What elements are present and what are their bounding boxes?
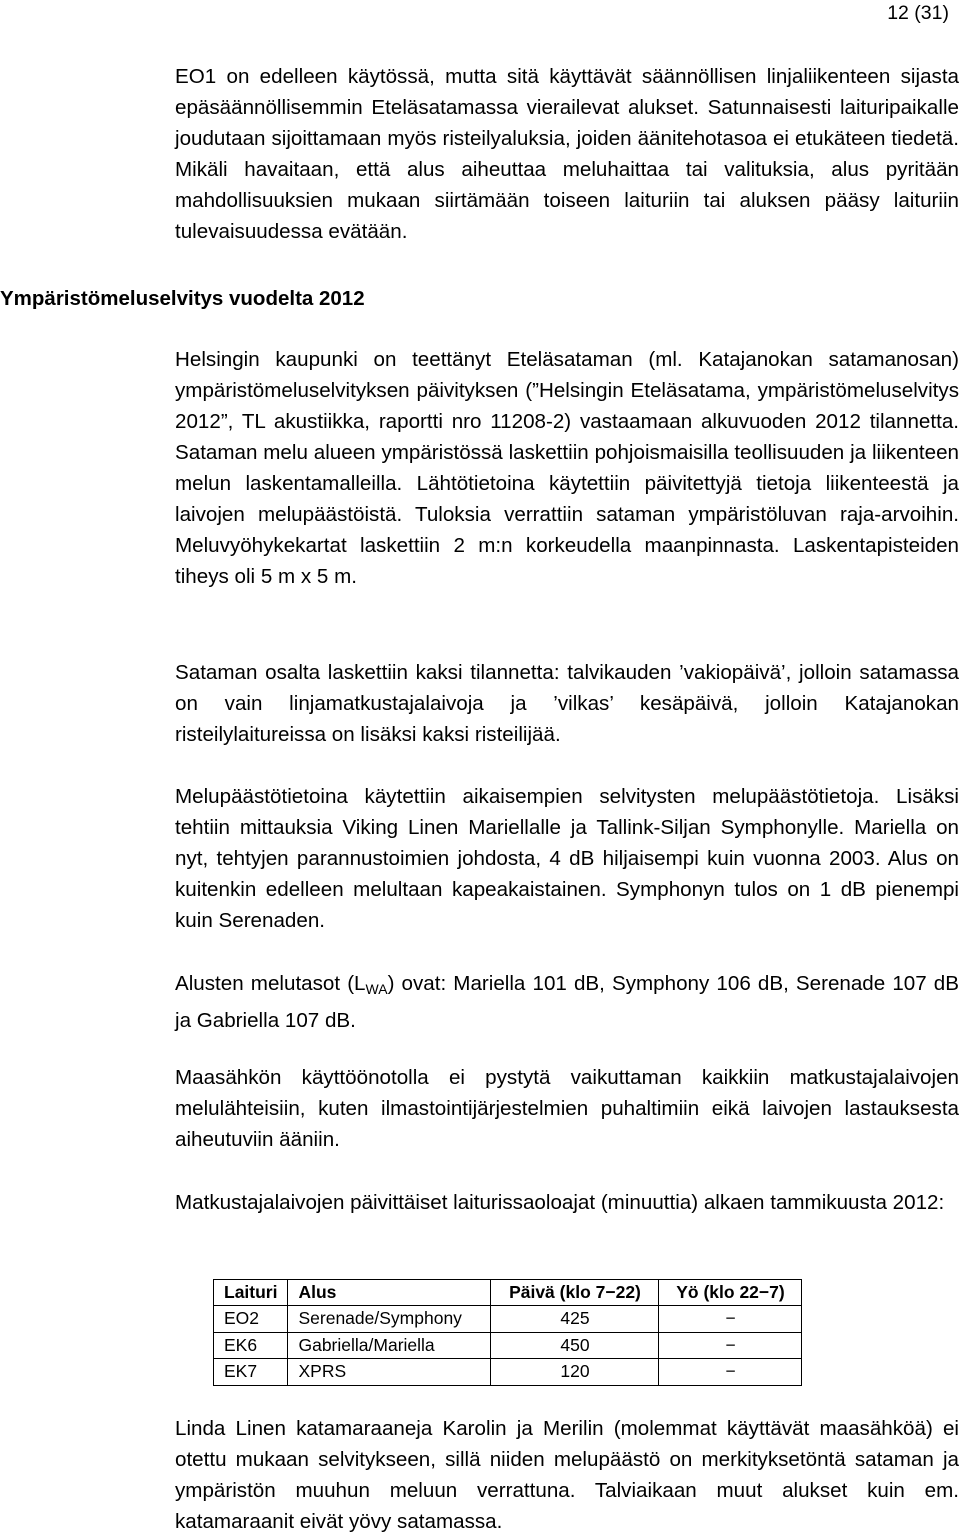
paragraph-table-intro-text: Matkustajalaivojen päivittäiset laiturissaoloajat (minuuttia) alkaen tammikuusta 2012:	[175, 1191, 945, 1214]
paragraph-survey-text: Helsingin kaupunki on teettänyt Eteläsataman (ml. Katajanokan satamanosan) ympäristömeluselvityksen päivityksen (”Helsingin Eteläsatama, ympäristömeluselvitys 2012”, TL akustiikka, raportti nro 11208-2) vastaamaan alkuvuoden 2012 tilannetta. Sataman melu alueen ympäristössä laskettiin pohjoismaisilla teollisuuden ja liikenteen melun laskentamalleilla. Lähtötietoina käytettiin päivitettyjä tietoja liikenteestä ja laivojen melupäästöistä. Tuloksia verrattiin sataman ympäristöluvan raja-arvoihin. Meluvyöhykekartat laskettiin 2 m:n korkeudella maanpinnasta. Laskentapisteiden tiheys oli 5 m x 5 m.	[175, 348, 959, 588]
cell-laituri: EK7	[214, 1359, 288, 1386]
paragraph-scenarios	[175, 657, 959, 750]
table-row	[214, 1332, 802, 1359]
cell-laituri: EO2	[214, 1306, 288, 1333]
table-row	[214, 1359, 802, 1386]
berth-time-table	[213, 1279, 802, 1386]
paragraph-shore-power	[175, 1062, 959, 1155]
header-paiva: Päivä (klo 7−22)	[491, 1280, 659, 1306]
cell-alus: XPRS	[288, 1359, 491, 1386]
header-alus: Alus	[288, 1280, 491, 1306]
paragraph-ship-levels-text	[175, 968, 959, 1036]
cell-laituri: EK6	[214, 1332, 288, 1359]
ship-levels-before: Alusten melutasot (L	[175, 972, 366, 995]
paragraph-eo1-text: EO1 on edelleen käytössä, mutta sitä käyttävät säännöllisen linjaliikenteen sijasta epäsäännöllisemmin Eteläsatamassa vierailevat alukset. Satunnaisesti laituripaikalle joudutaan sijoittamaan myös risteilyaluksia, joiden äänitehotasoa ei etukäteen tiedetä. Mikäli havaitaan, että alus aiheuttaa meluhaittaa tai valituksia, alus pyritään mahdollisuuksien mukaan siirtämään toiseen laituriin tai aluksen pääsy laituriin tulevaisuudessa evätään.	[175, 65, 959, 243]
paragraph-catamarans-text: Linda Linen katamaraaneja Karolin ja Merilin (molemmat käyttävät maasähköä) ei otettu mukaan selvitykseen, sillä niiden melupäästö on merkityksetöntä sataman ja ympäristön muuhun meluun verrattuna. Talviaikaan muut alukset kuin em. katamaraanit eivät yövy satamassa.	[175, 1417, 959, 1533]
cell-yo: −	[659, 1359, 802, 1386]
paragraph-table-intro	[175, 1187, 959, 1218]
paragraph-catamarans	[175, 1413, 959, 1537]
header-laituri: Laituri	[214, 1280, 288, 1306]
page-number: 12 (31)	[887, 2, 949, 24]
table-header-row	[214, 1280, 802, 1306]
cell-alus: Gabriella/Mariella	[288, 1332, 491, 1359]
cell-paiva: 425	[491, 1306, 659, 1333]
cell-yo: −	[659, 1332, 802, 1359]
paragraph-scenarios-text: Sataman osalta laskettiin kaksi tilannetta: talvikauden ’vakiopäivä’, jolloin satamassa on vain linjamatkustajalaivoja ja ’vilkas’ kesäpäivä, jolloin Katajanokan risteilylaitureissa on lisäksi kaksi risteilijää.	[175, 661, 959, 746]
paragraph-eo1	[175, 61, 959, 247]
header-yo: Yö (klo 22−7)	[659, 1280, 802, 1306]
ship-levels-subscript: WA	[365, 981, 388, 997]
paragraph-ship-levels	[175, 968, 959, 1036]
cell-paiva: 450	[491, 1332, 659, 1359]
paragraph-survey	[175, 344, 959, 592]
paragraph-emissions-text: Melupäästötietoina käytettiin aikaisempien selvitysten melupäästötietoja. Lisäksi tehtiin mittauksia Viking Linen Mariellalle ja Tallink-Siljan Symphonylle. Mariella on nyt, tehtyjen parannustoimien johdosta, 4 dB hiljaisempi kuin vuonna 2003. Alus on kuitenkin edelleen melultaan kapeakaistainen. Symphonyn tulos on 1 dB pienempi kuin Serenaden.	[175, 785, 959, 932]
paragraph-shore-power-text: Maasähkön käyttöönotolla ei pystytä vaikuttaman kaikkiin matkustajalaivojen melulähteisiin, kuten ilmastointijärjestelmien puhaltimiin eikä laivojen lastauksesta aiheutuviin ääniin.	[175, 1066, 959, 1151]
paragraph-emissions	[175, 781, 959, 936]
table-row	[214, 1306, 802, 1333]
ship-levels-after: ) ovat: Mariella 101 dB, Symphony 106 dB, Serenade 107 dB ja Gabriella 107 dB.	[175, 972, 959, 1032]
section-heading: Ympäristömeluselvitys vuodelta 2012	[0, 287, 365, 310]
cell-paiva: 120	[491, 1359, 659, 1386]
cell-yo: −	[659, 1306, 802, 1333]
cell-alus: Serenade/Symphony	[288, 1306, 491, 1333]
